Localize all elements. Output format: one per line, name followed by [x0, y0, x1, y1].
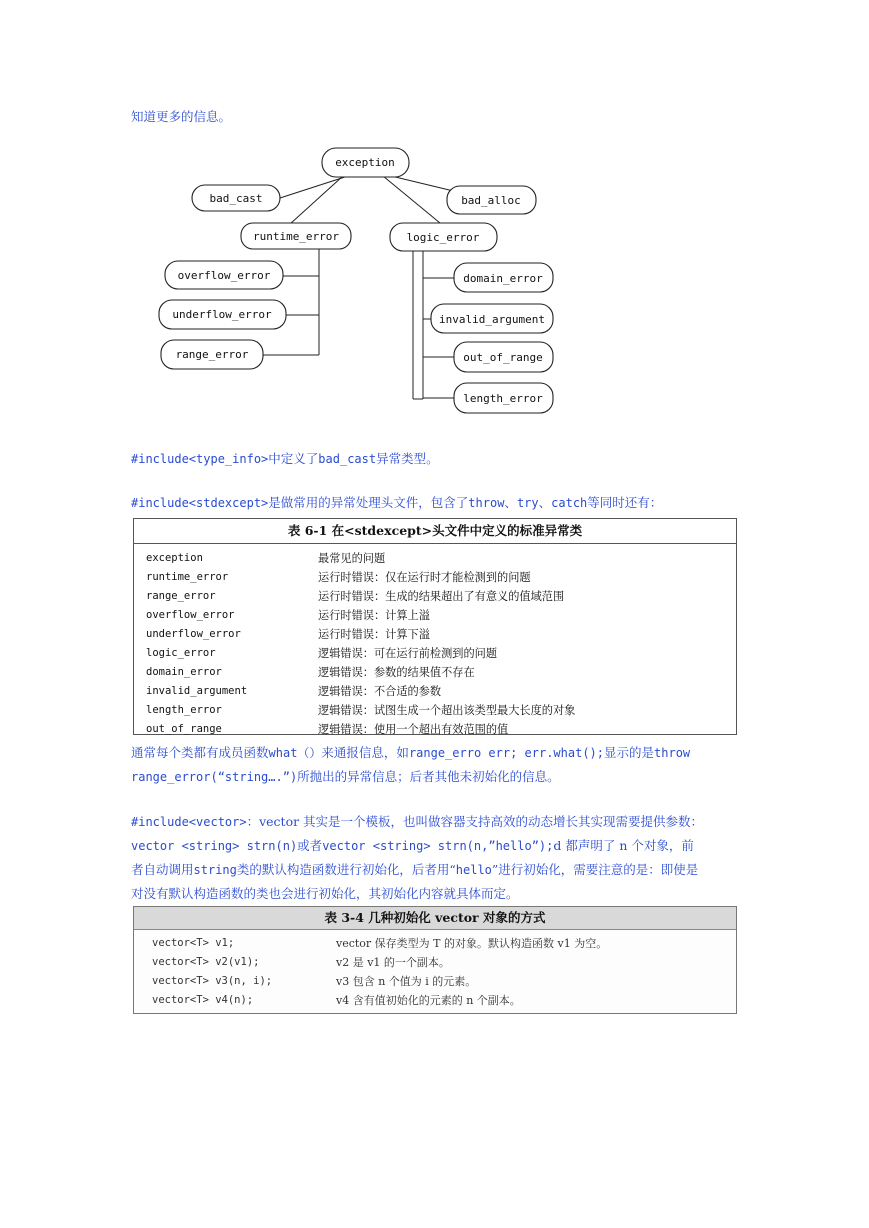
node-range-error: range_error — [175, 348, 249, 361]
node-overflow-error: overflow_error — [177, 269, 271, 282]
para2-text-b: 是做常用的异常处理头文件，包含了 — [268, 495, 469, 510]
code-throw: throw — [468, 496, 505, 510]
para4-l3a: 者自动调用 — [131, 862, 194, 877]
stdexcept-table — [133, 518, 737, 735]
vector-init-code: vector<T> v4(n); — [152, 994, 254, 1006]
table-row — [134, 568, 736, 587]
code-strn-hello: vector <string> strn(n,”hello”); — [322, 839, 554, 853]
intro-text: 知道更多的信息。 — [131, 109, 232, 124]
exception-name: invalid_argument — [146, 685, 248, 697]
code-what: what（） — [268, 746, 322, 760]
para2-sep1: 、 — [504, 495, 517, 510]
stdexcept-table-title: 表 6-1 在<stdexcept>头文件中定义的标准异常类 — [134, 519, 736, 544]
table-row — [134, 934, 736, 953]
para1-text-b: 中定义了 — [268, 451, 319, 466]
node-bad-cast: bad_cast — [209, 192, 263, 205]
exception-name: length_error — [146, 704, 222, 716]
code-string: string — [193, 863, 237, 877]
code-range-erro: range_erro err; err.what(); — [408, 746, 605, 760]
table-row — [134, 625, 736, 644]
para3-l1c: 来通报信息，如 — [321, 745, 409, 760]
para3-l2b: 所抛出的异常信息；后者其他未初始化的信息。 — [297, 769, 560, 784]
exception-hierarchy-diagram — [155, 143, 575, 418]
table-row — [134, 682, 736, 701]
exception-desc: 逻辑错误：使用一个超出有效范围的值 — [318, 723, 509, 736]
exception-name: logic_error — [146, 647, 216, 659]
code-range-error-string: range_error(“string….”) — [131, 770, 298, 784]
para3-l1a: 通常每个类都有成员函数 — [131, 745, 269, 760]
para2-text-h: 等同时还有： — [587, 495, 663, 510]
exception-desc: 逻辑错误：参数的结果值不存在 — [318, 666, 475, 679]
node-invalid-argument: invalid_argument — [439, 313, 545, 326]
node-underflow-error: underflow_error — [172, 308, 272, 321]
exception-name: range_error — [146, 590, 216, 602]
node-runtime-error: runtime_error — [252, 230, 340, 243]
code-include-stdexcept: #include<stdexcept> — [131, 496, 269, 510]
table-row — [134, 701, 736, 720]
exception-name: domain_error — [146, 666, 222, 678]
para-type-info — [131, 447, 739, 471]
code-try: try — [516, 496, 539, 510]
code-catch: catch — [551, 496, 588, 510]
exception-name: runtime_error — [146, 571, 229, 583]
exception-desc: 逻辑错误：可在运行前检测到的问题 — [318, 647, 498, 660]
para3-line1 — [131, 741, 739, 765]
code-hello: hello — [455, 863, 492, 877]
para4-l1b: ：vector 其实是一个模板，也叫做容器支持高效的动态增长其实现需要提供参数： — [246, 814, 704, 829]
exception-name: exception — [146, 552, 203, 564]
exception-desc: 运行时错误：仅在运行时才能检测到的问题 — [318, 571, 531, 584]
para-stdexcept — [131, 491, 739, 515]
table-row — [134, 972, 736, 991]
node-length-error: length_error — [463, 392, 543, 405]
node-logic-error: logic_error — [406, 231, 480, 244]
vector-init-desc: v4 含有值初始化的元素的 n 个副本。 — [336, 994, 521, 1007]
vector-init-table — [133, 906, 737, 1014]
para2-sep2: 、 — [538, 495, 552, 510]
para4-l3e: ”进行初始化，需要注意的是：即使是 — [491, 862, 699, 877]
table-row — [134, 549, 736, 568]
node-domain-error: domain_error — [463, 272, 543, 285]
table-row — [134, 644, 736, 663]
code-bad-cast: bad_cast — [318, 452, 377, 466]
para-what-function — [131, 741, 739, 789]
code-strn-n: vector <string> strn(n) — [131, 839, 298, 853]
table-row — [134, 991, 736, 1010]
node-exception: exception — [335, 156, 395, 169]
vector-init-desc: v2 是 v1 的一个副本。 — [336, 956, 450, 969]
vector-init-desc: vector 保存类型为 T 的对象。默认构造函数 v1 为空。 — [336, 937, 608, 950]
node-bad-alloc: bad_alloc — [461, 194, 521, 207]
exception-name: underflow_error — [146, 628, 241, 640]
para4-line4: 对没有默认构造函数的类也会进行初始化，其初始化内容就具体而定。 — [131, 886, 519, 901]
exception-desc: 逻辑错误：试图生成一个超出该类型最大长度的对象 — [318, 704, 576, 717]
para3-line2 — [131, 765, 739, 789]
exception-desc: 最常见的问题 — [318, 552, 386, 565]
para4-l2b: 或者 — [297, 838, 323, 853]
exception-desc: 运行时错误：生成的结果超出了有意义的值域范围 — [318, 590, 565, 603]
para4-line1 — [131, 810, 739, 834]
para3-l1e: 显示的是 — [604, 745, 655, 760]
table-row — [134, 663, 736, 682]
vector-init-desc: v3 包含 n 个值为 i 的元素。 — [336, 975, 477, 988]
vector-init-table-title: 表 3-4 几种初始化 vector 对象的方式 — [134, 907, 736, 930]
exception-name: out_of_range — [146, 723, 222, 735]
exception-desc: 运行时错误：计算下溢 — [318, 628, 430, 641]
node-out-of-range: out_of_range — [463, 351, 543, 364]
para4-line2 — [131, 834, 739, 858]
vector-init-code: vector<T> v3(n, i); — [152, 975, 273, 987]
table-row — [134, 720, 736, 739]
exception-desc: 逻辑错误：不合适的参数 — [318, 685, 442, 698]
para4-l3c: 类的默认构造函数进行初始化，后者用“ — [236, 862, 456, 877]
table-row — [134, 953, 736, 972]
exception-name: overflow_error — [146, 609, 235, 621]
para4-line3 — [131, 858, 739, 882]
code-include-type-info: #include<type_info> — [131, 452, 269, 466]
para1-text-d: 异常类型。 — [376, 451, 439, 466]
exception-desc: 运行时错误：计算上溢 — [318, 609, 430, 622]
code-include-vector: #include<vector> — [131, 815, 247, 829]
vector-init-code: vector<T> v1; — [152, 937, 235, 949]
code-throw-2: throw — [654, 746, 691, 760]
vector-init-code: vector<T> v2(v1); — [152, 956, 260, 968]
table-row — [134, 587, 736, 606]
para4-l2d: d 都声明了 n 个对象，前 — [553, 838, 694, 853]
para-vector — [131, 810, 739, 905]
table-row — [134, 606, 736, 625]
